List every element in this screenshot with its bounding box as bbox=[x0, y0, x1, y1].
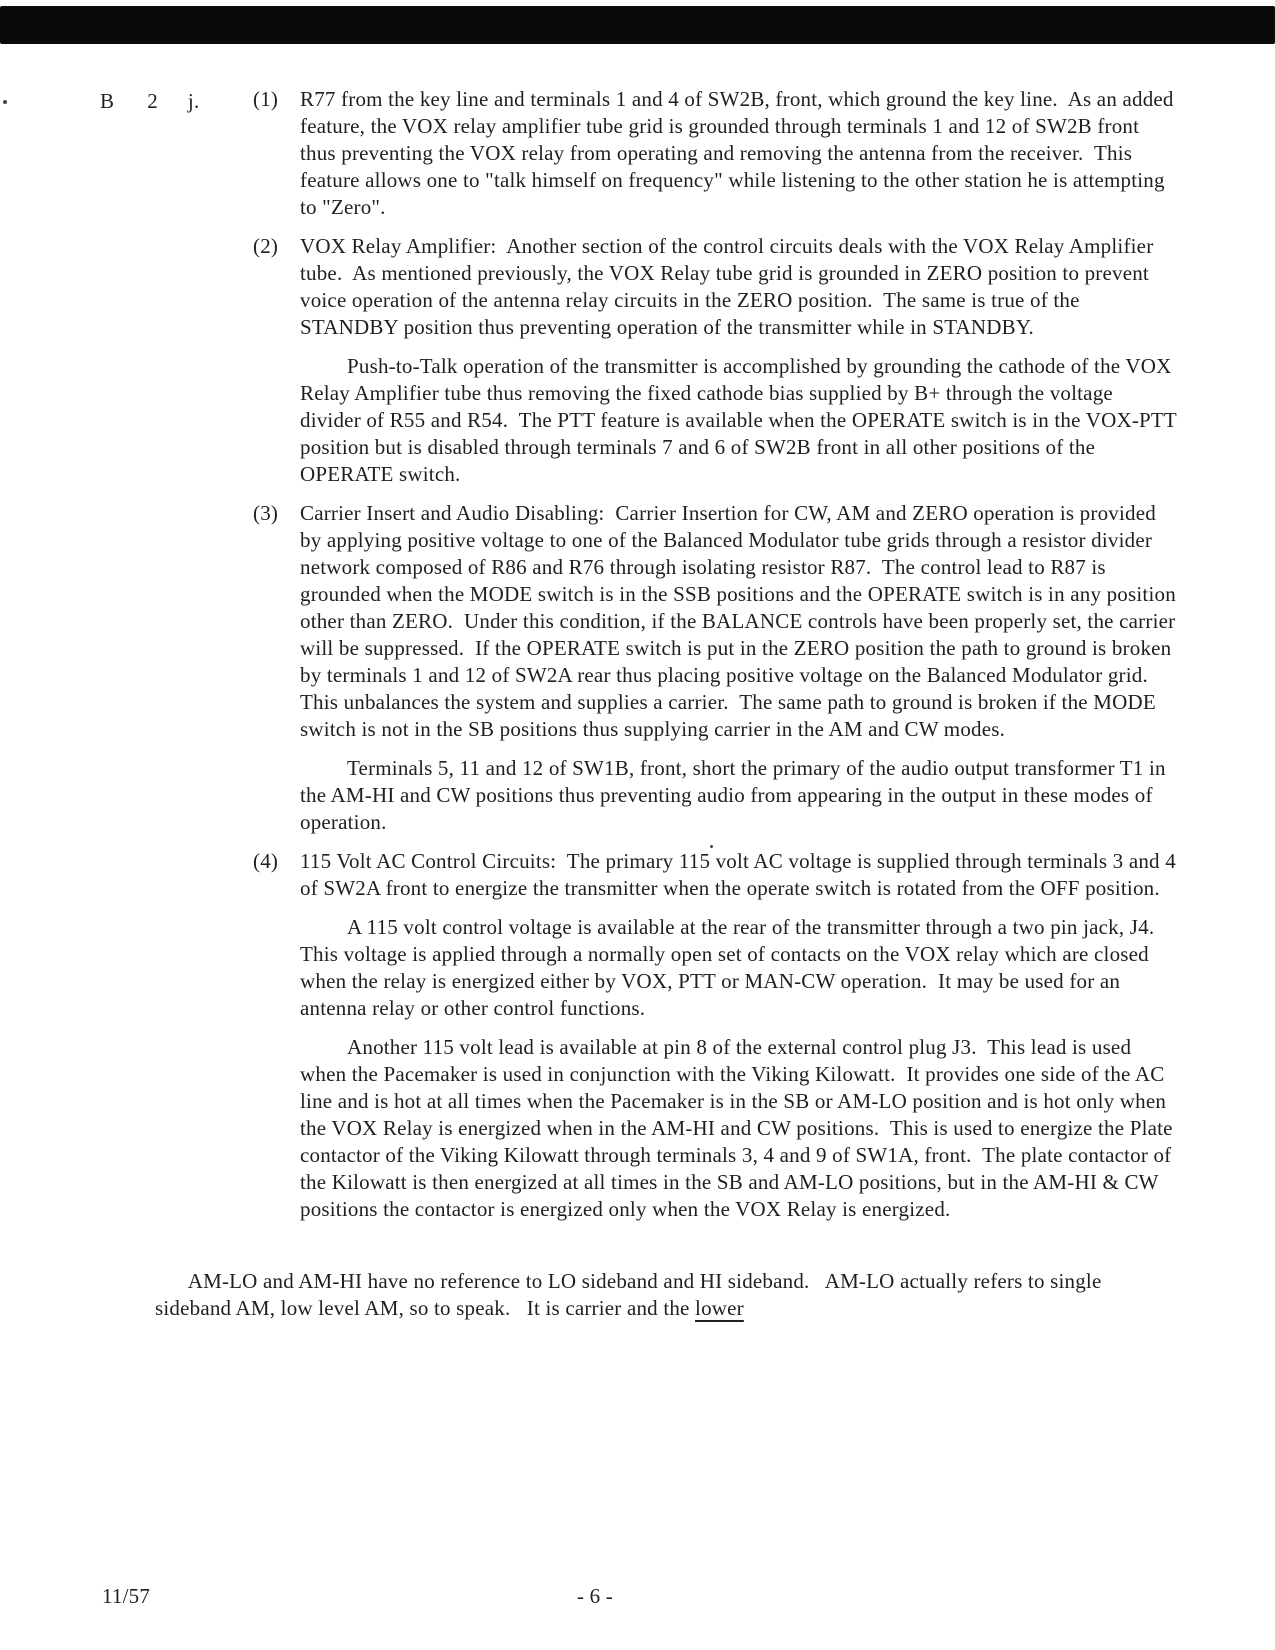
item-number: (2) bbox=[253, 234, 279, 258]
closing-paragraph bbox=[155, 1241, 1145, 1349]
date-code: 11/57 bbox=[102, 1584, 151, 1608]
section-code bbox=[100, 88, 199, 115]
page-number: - 6 - bbox=[577, 1584, 613, 1608]
section-code-subletter: j. bbox=[187, 89, 200, 113]
closing-paragraph-text: AM-LO and AM-HI have no reference to LO sideband and HI sideband. AM-LO actually refers to single sideband AM, low level AM, so to speak. It is carrier and the bbox=[155, 1269, 1107, 1320]
continuation-paragraph-kilowatt: Another 115 volt lead is available at pin 8 of the external control plug J3. This lead is used when the Pacemaker is used in conjunction with the Viking Kilowatt. It provides one side of the AC line and is hot at all times when the Pacemaker is in the SB or AM-LO position and is hot only when the VOX Relay is energized when in the AM-HI and CW positions. This is used to energize the Plate contactor of the Viking Kilowatt through terminals 3, 4 and 9 of SW1A, front. The plate contactor of the Kilowatt is then energized at all times in the SB and AM-LO positions, but in the AM-HI & CW positions the contactor is energized only when the VOX Relay is energized. bbox=[300, 1035, 1179, 1221]
numbered-paragraph-4 bbox=[253, 848, 1182, 902]
scan-artifact-bar bbox=[0, 6, 1275, 44]
numbered-paragraph-3 bbox=[253, 500, 1182, 743]
paragraph-text: VOX Relay Amplifier: Another section of the control circuits deals with the VOX Relay Amplifier tube. As mentioned previously, the VOX Relay tube grid is grounded in ZERO position to prevent voice operation of the antenna relay circuits in the ZERO position. The same is true of the STANDBY position thus preventing operation of the transmitter while in STANDBY. bbox=[300, 234, 1159, 339]
section-code-letter: B bbox=[100, 89, 115, 113]
continuation-paragraph-control-voltage: A 115 volt control voltage is available at the rear of the transmitter through a two pin jack, J4. This voltage is applied through a normally open set of contacts on the VOX relay which are closed when the relay is energized either by VOX, PTT or MAN-CW operation. It may be used for an antenna relay or other control functions. bbox=[300, 915, 1165, 1020]
paragraph-text: R77 from the key line and terminals 1 and 4 of SW2B, front, which ground the key line. As an added feature, the VOX relay amplifier tube grid is grounded through terminals 1 and 12 of SW2B front thus preventing the VOX relay from operating and removing the antenna from the receiver. This feature allows one to "talk himself on frequency" while listening to the other station he is attempting to "Zero". bbox=[300, 87, 1180, 219]
paragraph-text: Carrier Insert and Audio Disabling: Carrier Insertion for CW, AM and ZERO operation is provided by applying positive voltage to one of the Balanced Modulator tube grids through a resistor divider network composed of R86 and R76 through isolating resistor R87. The control lead to R87 is grounded when the MODE switch is in the SSB positions and the OPERATE switch is in any position other than ZERO. Under this condition, if the BALANCE controls have been properly set, the carrier will be suppressed. If the OPERATE switch is put in the ZERO position the path to ground is broken by terminals 1 and 12 of SW2A rear thus placing positive voltage on the Balanced Modulator grid. This unbalances the system and supplies a carrier. The same path to ground is broken if the MODE switch is not in the SB positions thus supplying carrier in the AM and CW modes. bbox=[300, 501, 1182, 741]
item-number: (4) bbox=[253, 849, 279, 873]
numbered-paragraph-1 bbox=[253, 86, 1178, 221]
continuation-paragraph-ptt: Push-to-Talk operation of the transmitter is accomplished by grounding the cathode of the VOX Relay Amplifier tube thus removing the fixed cathode bias supplied by B+ through the voltage divider of R55 and R54. The PTT feature is available when the OPERATE switch is in the VOX-PTT position but is disabled through terminals 7 and 6 of SW2B front in all other positions of the OPERATE switch. bbox=[300, 354, 1183, 486]
item-number: (3) bbox=[253, 501, 279, 525]
underlined-word: lower bbox=[695, 1296, 744, 1320]
document-body bbox=[155, 86, 1183, 1349]
paragraph-text: 115 Volt AC Control Circuits: The primary 115 volt AC voltage is supplied through terminals 3 and 4 of SW2A front to energize the transmitter when the operate switch is rotated from the OFF position. bbox=[300, 849, 1182, 900]
section-code-number: 2 bbox=[147, 89, 158, 113]
scan-speck bbox=[3, 100, 7, 104]
numbered-paragraph-2 bbox=[253, 233, 1178, 341]
item-number: (1) bbox=[253, 87, 279, 111]
continuation-paragraph-terminals: Terminals 5, 11 and 12 of SW1B, front, short the primary of the audio output transformer T1 in the AM-HI and CW positions thus preventing audio from appearing in the output in these modes of operation. bbox=[300, 756, 1172, 834]
